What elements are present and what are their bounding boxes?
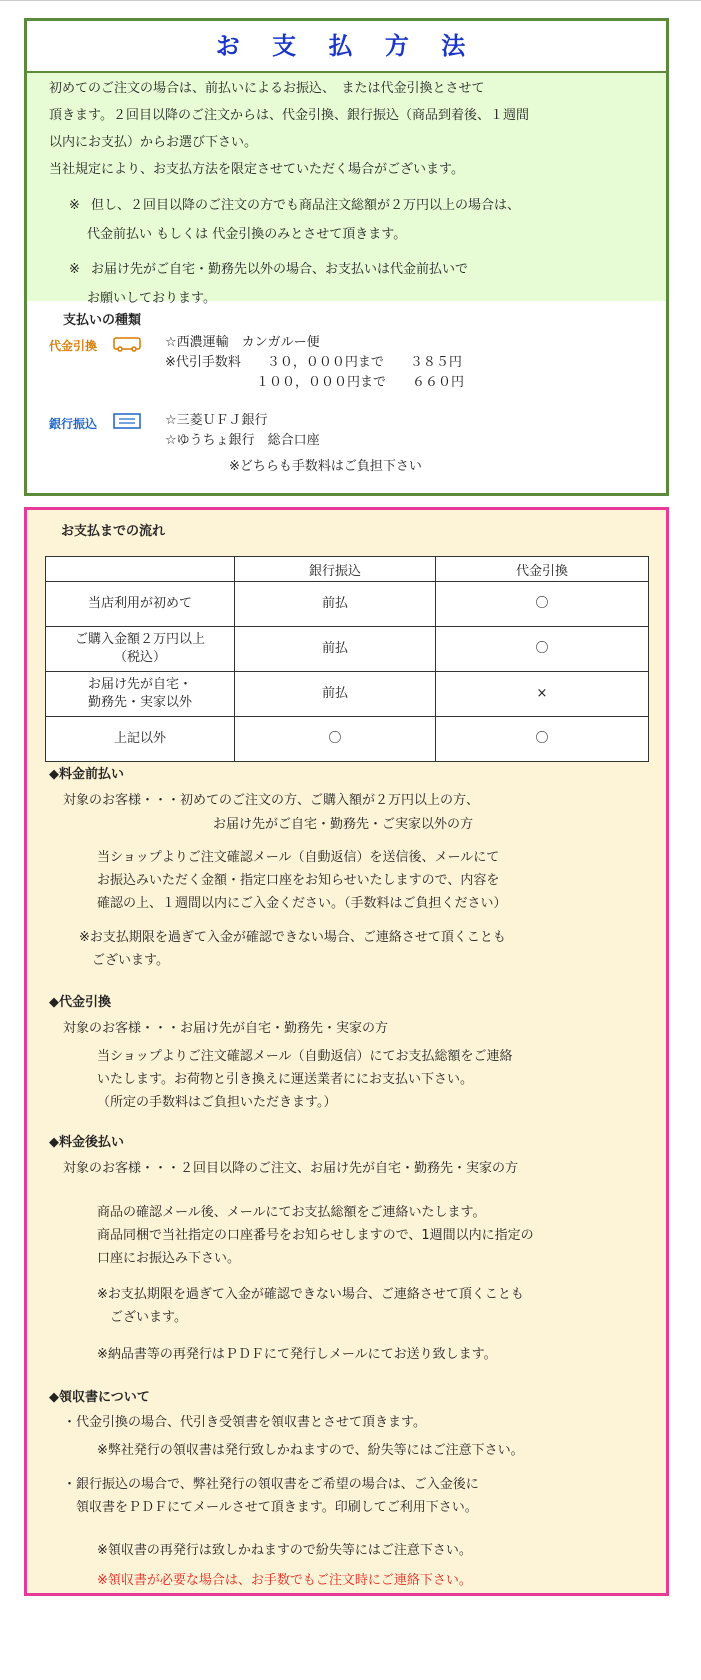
prepay-body: 当ショップよりご注文確認メール（自動返信）を送信後、メールにて bbox=[97, 850, 500, 865]
cod-target: 対象のお客様・・・お届け先が自宅・勤務先・実家の方 bbox=[63, 1021, 389, 1036]
cod-body: いたします。お荷物と引き換えに運送業者ににお支払い下さい。 bbox=[97, 1072, 473, 1087]
note-line: お届け先がご自宅・勤務先以外の場合、お支払いは代金前払いで bbox=[91, 262, 469, 277]
prepay-body: 確認の上、１週間以内にご入金ください。（手数料はご負担ください） bbox=[97, 896, 507, 911]
receipt-item: ・代金引換の場合、代引き受領書を領収書とさせて頂きます。 bbox=[63, 1415, 426, 1430]
table-row bbox=[46, 672, 649, 717]
prepay-target: お届け先がご自宅・勤務先・ご実家以外の方 bbox=[213, 817, 474, 832]
prepay-note: ございます。 bbox=[79, 953, 169, 968]
bank-line: ☆三菱ＵＦＪ銀行 bbox=[165, 413, 268, 428]
prepay-heading: ◆料金前払い bbox=[49, 767, 124, 782]
note-line: 但し、２回目以降のご注文の方でも商品注文総額が２万円以上の場合は、 bbox=[91, 198, 521, 213]
table-row bbox=[46, 717, 649, 762]
bank-card-icon bbox=[113, 413, 141, 429]
postpay-heading: ◆料金後払い bbox=[49, 1135, 124, 1150]
intro-line: 当社規定により、お支払方法を限定させていただく場合がございます。 bbox=[49, 162, 464, 177]
table-cell: 〇 bbox=[235, 717, 436, 762]
bank-badge: 銀行振込 bbox=[49, 417, 98, 431]
table-row bbox=[46, 627, 649, 672]
cod-body: 当ショップよりご注文確認メール（自動返信）にてお支払総額をご連絡 bbox=[97, 1049, 513, 1064]
table-cell: 当店利用が初めて bbox=[46, 582, 235, 627]
postpay-body: 商品の確認メール後、メールにてお支払総額をご連絡いたします。 bbox=[97, 1205, 486, 1220]
cod-heading: ◆代金引換 bbox=[49, 995, 111, 1010]
cod-line: ☆西濃運輸 カンガルー便 bbox=[165, 335, 320, 350]
table-cell: 前払 bbox=[235, 582, 436, 627]
types-heading: 支払いの種類 bbox=[63, 313, 142, 328]
table-cell: 〇 bbox=[436, 627, 649, 672]
receipt-heading: ◆領収書について bbox=[49, 1390, 150, 1405]
payment-flow-table bbox=[45, 556, 649, 762]
table-row bbox=[46, 582, 649, 627]
table-cell: 前払 bbox=[235, 627, 436, 672]
receipt-item: 領収書をＰＤＦにてメールさせて頂きます。印刷してご利用下さい。 bbox=[63, 1500, 478, 1515]
note-mark: ※ bbox=[69, 198, 80, 213]
fee-note: ※どちらも手数料はご負担下さい bbox=[229, 459, 422, 474]
payment-methods-section bbox=[24, 18, 669, 496]
cod-line: １００，０００円まで ６６０円 bbox=[165, 375, 465, 390]
note-line: 代金前払い もしくは 代金引換のみとさせて頂きます。 bbox=[87, 227, 407, 242]
cod-body: （所定の手数料はご負担いただきます。） bbox=[97, 1095, 337, 1110]
cod-badge: 代金引換 bbox=[49, 339, 98, 353]
note-mark: ※ bbox=[69, 262, 80, 277]
table-header: 代金引換 bbox=[436, 557, 649, 582]
payment-flow-section bbox=[24, 507, 669, 1596]
intro-line: 初めてのご注文の場合は、前払いによるお振込、 または代金引換とさせて bbox=[49, 81, 485, 96]
receipt-note: ※弊社発行の領収書は発行致しかねますので、紛失等にはご注意下さい。 bbox=[97, 1443, 524, 1458]
table-cell: お届け先が自宅・ 勤務先・実家以外 bbox=[46, 672, 235, 717]
postpay-body: 口座にお振込み下さい。 bbox=[97, 1251, 241, 1266]
postpay-body: 商品同梱で当社指定の口座番号をお知らせしますので、1週間以内に指定の bbox=[97, 1228, 534, 1243]
table-cell: 上記以外 bbox=[46, 717, 235, 762]
table-cell: 〇 bbox=[436, 582, 649, 627]
table-cell: ご購入金額２万円以上 （税込） bbox=[46, 627, 235, 672]
note-line: お願いしております。 bbox=[87, 291, 216, 306]
postpay-note: ございます。 bbox=[97, 1310, 187, 1325]
cod-line: ※代引手数料 ３０，０００円まで ３８５円 bbox=[165, 355, 462, 370]
prepay-note: ※お支払期限を過ぎて入金が確認できない場合、ご連絡させて頂くことも bbox=[79, 930, 506, 945]
table-header: 銀行振込 bbox=[235, 557, 436, 582]
intro-line: 頂きます。２回目以降のご注文からは、代金引換、銀行振込（商品到着後、１週間 bbox=[49, 108, 529, 123]
table-header bbox=[46, 557, 235, 582]
receipt-red-note: ※領収書が必要な場合は、お手数でもご注文時にご連絡下さい。 bbox=[97, 1573, 472, 1588]
top-divider bbox=[0, 0, 701, 1]
intro-line: 以内にお支払）からお選び下さい。 bbox=[49, 135, 258, 150]
postpay-note: ※お支払期限を過ぎて入金が確認できない場合、ご連絡させて頂くことも bbox=[97, 1287, 524, 1302]
receipt-item: ・銀行振込の場合で、弊社発行の領収書をご希望の場合は、ご入金後に bbox=[63, 1477, 479, 1492]
payment-intro-box bbox=[27, 73, 666, 306]
table-cell: 〇 bbox=[436, 717, 649, 762]
truck-icon bbox=[113, 335, 141, 353]
postpay-target: 対象のお客様・・・２回目以降のご注文、お届け先が自宅・勤務先・実家の方 bbox=[63, 1161, 519, 1176]
prepay-target: 対象のお客様・・・初めてのご注文の方、ご購入額が２万円以上の方、 bbox=[63, 793, 480, 808]
prepay-body: お振込みいただく金額・指定口座をお知らせいたしますので、内容を bbox=[97, 873, 500, 888]
section-title: お 支 払 方 法 bbox=[27, 21, 666, 73]
table-cell: × bbox=[436, 672, 649, 717]
note-block bbox=[49, 191, 642, 249]
receipt-note: ※領収書の再発行は致しかねますので紛失等にはご注意下さい。 bbox=[97, 1543, 472, 1558]
postpay-note: ※納品書等の再発行はＰＤＦにて発行しメールにてお送り致します。 bbox=[97, 1347, 497, 1362]
payment-types bbox=[27, 301, 666, 491]
table-cell: 前払 bbox=[235, 672, 436, 717]
table-header-row bbox=[46, 557, 649, 582]
bank-line: ☆ゆうちょ銀行 総合口座 bbox=[165, 433, 320, 448]
flow-heading: お支払までの流れ bbox=[61, 524, 166, 539]
